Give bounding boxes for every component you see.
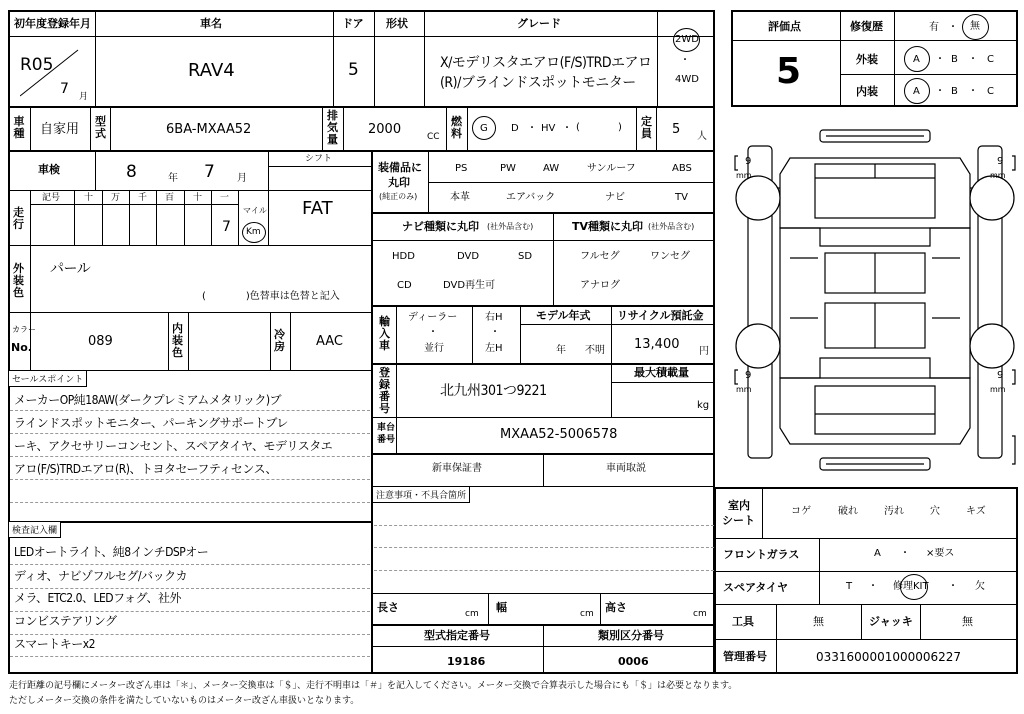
model-label: 型式 xyxy=(95,115,106,140)
grade-line-2: (R)/ブラインドスポットモニター xyxy=(440,75,636,91)
ext-color-value: パール xyxy=(50,261,91,277)
windshield-label: フロントガラス xyxy=(723,548,800,561)
repair-sep: ・ xyxy=(948,22,958,33)
tv-analog: アナログ xyxy=(580,280,620,291)
nav-dvd-play: DVD再生可 xyxy=(443,280,496,291)
width-cm: cm xyxy=(580,609,594,619)
tool-label: 工具 xyxy=(732,615,754,628)
color-no-label-2: No. xyxy=(11,341,32,354)
nav-hdd: HDD xyxy=(392,251,415,262)
fuel-other-close: ) xyxy=(618,122,622,133)
model-year-unknown: 不明 xyxy=(585,345,605,356)
jack-value: 無 xyxy=(962,615,973,628)
color-no-label-1: カラー xyxy=(12,325,36,334)
mileage-digit-hyaku: 百 xyxy=(165,193,175,203)
ac-value: AAC xyxy=(316,334,343,349)
nav-dvd: DVD xyxy=(457,251,480,262)
import-right-h: 右H xyxy=(485,312,503,323)
nav-type-note: (社外品含む) xyxy=(487,222,534,231)
spare-tire-label: スペアタイヤ xyxy=(723,581,789,594)
nav-type-title: ナビ種類に丸印 xyxy=(402,220,479,233)
car-name-value: RAV4 xyxy=(188,60,235,81)
mile-label: マイル xyxy=(243,206,267,215)
equip-label-1: 装備品に xyxy=(378,161,422,174)
notes-line-3: メラ、ETC2.0、LEDフォグ、社外 xyxy=(14,591,182,605)
ext-color-label: 外装色 xyxy=(13,262,24,299)
notes-line-2: ディオ、ナビゾフルセグ/バックカ xyxy=(14,569,188,583)
seat-label-1: 室内 xyxy=(728,499,750,512)
model-value: 6BA-MXAA52 xyxy=(166,122,252,137)
seat-tear: 破れ xyxy=(838,506,858,517)
notes-line-4: コンビステアリング xyxy=(14,614,117,628)
import-left-h: 左H xyxy=(485,343,503,354)
seat-burn: コゲ xyxy=(791,506,811,517)
displacement-label: 排気量 xyxy=(327,109,338,146)
tool-value: 無 xyxy=(813,615,824,628)
windshield-need: ×要ス xyxy=(926,548,955,559)
drive-2wd: 2WD xyxy=(675,34,699,45)
sales-points-label: セールスポイント xyxy=(9,371,87,387)
repair-yes: 有 xyxy=(929,22,939,33)
capacity-label: 定員 xyxy=(641,115,652,140)
interior-c: C xyxy=(987,86,994,97)
equip-pw: PW xyxy=(500,163,516,174)
interior-label: 内装 xyxy=(856,85,878,98)
length-label: 長さ xyxy=(377,601,399,614)
score-value: 5 xyxy=(776,51,802,92)
tire-mm-front-right: mm xyxy=(990,171,1006,180)
seat-dirt: 汚れ xyxy=(884,506,904,517)
fuel-d: D xyxy=(511,123,519,134)
int-color-label: 内装色 xyxy=(172,322,183,359)
inspection-notes-label: 検査記入欄 xyxy=(9,522,61,538)
notes-line-1: LEDオートライト、純8インチDSPオー xyxy=(14,545,209,559)
class-no-value: 0006 xyxy=(618,655,649,668)
reg-month-unit: 月 xyxy=(79,92,89,102)
import-dot-2: ・ xyxy=(490,327,500,338)
reg-year-value: R05 xyxy=(20,55,54,75)
person-unit: 人 xyxy=(697,131,707,142)
reg-year-label: 初年度登録年月 xyxy=(14,17,91,30)
tire-mm-rear-right: mm xyxy=(990,385,1006,394)
color-no-value: 089 xyxy=(88,334,113,349)
height-cm: cm xyxy=(693,609,707,619)
windshield-dot: ・ xyxy=(900,548,910,559)
type-no-label: 型式指定番号 xyxy=(424,629,490,642)
equip-leather: 本革 xyxy=(450,192,470,203)
inspection-year-unit: 年 xyxy=(168,173,178,184)
footer-note-2: ただしメーター交換の条件を満たしていないものはメーター改ざん車扱いとなります。 xyxy=(9,696,360,706)
mileage-digit-10man: 十 xyxy=(84,193,94,203)
km-label: Km xyxy=(246,227,261,237)
shift-value: FAT xyxy=(302,198,333,219)
footer-note-1: 走行距離の記号欄にメーター改ざん車は「＊」、メーター交換車は「＄」、走行不明車は「＃」を記入してください。メーター交換で合算表示した場合にも「＄」は必要となります。 xyxy=(9,681,738,691)
exterior-b: B xyxy=(951,54,958,65)
exterior-a: A xyxy=(913,54,920,65)
fuel-dot-2: ・ xyxy=(562,123,572,134)
drive-4wd: 4WD xyxy=(675,74,699,85)
displacement-value: 2000 xyxy=(368,122,402,137)
exterior-label: 外装 xyxy=(856,53,878,66)
sales-line-2: ラインドスポットモニター、パーキングサポートブレ xyxy=(14,416,288,430)
tire-depth-rear-left: 9 xyxy=(745,370,752,381)
spare-t: T xyxy=(846,581,853,592)
seat-label-2: シート xyxy=(722,514,755,527)
usage-label: 車種 xyxy=(13,115,25,140)
shift-label: シフト xyxy=(305,154,333,164)
fuel-other-open: ( xyxy=(576,122,580,133)
mileage-symbol-label: 記号 xyxy=(42,193,61,203)
height-label: 高さ xyxy=(605,601,627,614)
repair-label: 修復歴 xyxy=(850,20,883,33)
equip-label-2: 丸印 xyxy=(388,176,410,189)
notes-label: 注意事項・不具合箇所 xyxy=(373,487,470,503)
max-load-kg: kg xyxy=(697,400,710,411)
equip-airbag: エアバック xyxy=(506,192,556,203)
interior-b: B xyxy=(951,86,958,97)
recycle-label: リサイクル預託金 xyxy=(617,309,704,322)
width-label: 幅 xyxy=(496,601,507,614)
tire-depth-front-left: 9 xyxy=(745,156,752,167)
reg-number-label: 登録番号 xyxy=(379,366,390,415)
spare-kit: 修理KIT xyxy=(893,581,929,592)
tv-type-title: TV種類に丸印 xyxy=(572,220,644,233)
fuel-hv: HV xyxy=(541,123,556,134)
grade-line-1: X/モデリスタエアロ(F/S)TRDエアロ xyxy=(440,55,652,71)
car-name-label: 車名 xyxy=(200,17,222,30)
mgmt-value: 0331600001000006227 xyxy=(816,650,962,664)
import-dealer: ディーラー xyxy=(408,312,458,323)
drive-sep: ・ xyxy=(680,55,690,66)
max-load-label: 最大積載量 xyxy=(634,366,689,379)
color-change-note: ( )色替車は色替と記入 xyxy=(202,291,340,302)
tv-type-note: (社外品含む) xyxy=(648,222,695,231)
mileage-label: 走行 xyxy=(13,206,24,231)
sales-line-4: アロ(F/S)TRDエアロ(R)、トヨタセーフティセンス、 xyxy=(14,462,277,476)
equip-navi: ナビ xyxy=(605,192,625,203)
door-label: ドア xyxy=(342,17,364,30)
reg-number-value: 北九州301つ9221 xyxy=(440,383,547,399)
length-cm: cm xyxy=(465,609,479,619)
spare-dot-2: ・ xyxy=(948,581,958,592)
sales-line-3: ーキ、アクセサリーコンセント、スペアタイヤ、モデリスタエ xyxy=(14,439,333,453)
seat-scratch: キズ xyxy=(966,506,986,517)
nav-cd: CD xyxy=(397,280,412,291)
type-no-value: 19186 xyxy=(447,655,486,668)
tv-fullseg: フルセグ xyxy=(580,251,620,262)
repair-no: 無 xyxy=(970,21,980,32)
class-no-label: 類別区分番号 xyxy=(598,629,664,642)
equip-ps: PS xyxy=(455,163,468,174)
equip-aw: AW xyxy=(543,163,560,174)
nav-sd: SD xyxy=(518,251,533,262)
reg-month-value: 7 xyxy=(60,81,69,97)
equip-tv: TV xyxy=(675,192,688,203)
mgmt-label: 管理番号 xyxy=(723,650,767,663)
exterior-dot-2: ・ xyxy=(968,54,978,65)
cc-unit: CC xyxy=(427,132,440,142)
tv-oneseg: ワンセグ xyxy=(650,251,690,262)
interior-a: A xyxy=(913,86,920,97)
import-label: 輸入車 xyxy=(379,315,390,352)
import-dot-1: ・ xyxy=(428,327,438,338)
inspection-year: 8 xyxy=(126,162,137,182)
door-value: 5 xyxy=(348,60,359,80)
usage-value: 自家用 xyxy=(40,122,80,137)
mileage-digit-sen: 千 xyxy=(138,193,148,203)
tire-depth-rear-right: 9 xyxy=(997,370,1004,381)
warranty-label: 新車保証書 xyxy=(432,463,482,474)
grade-label: グレード xyxy=(517,17,561,30)
tire-depth-front-right: 9 xyxy=(997,156,1004,167)
model-year-unit: 年 xyxy=(556,345,566,356)
interior-dot-1: ・ xyxy=(935,86,945,97)
mileage-digit-ichi: 一 xyxy=(220,193,230,203)
shape-label: 形状 xyxy=(386,17,408,30)
interior-dot-2: ・ xyxy=(968,86,978,97)
inspection-label: 車検 xyxy=(38,163,60,176)
sales-line-1: メーカーOP純18AW(ダークプレミアムメタリック)ブ xyxy=(14,393,282,407)
inspection-month: 7 xyxy=(204,162,215,182)
fuel-dot-1: ・ xyxy=(527,123,537,134)
inspection-month-unit: 月 xyxy=(237,173,247,184)
reg-date-slash xyxy=(20,48,80,98)
jack-label: ジャッキ xyxy=(869,615,913,628)
mileage-digit-juu: 十 xyxy=(193,193,203,203)
chassis-label-2: 番号 xyxy=(377,435,396,445)
car-damage-diagram xyxy=(730,118,1020,488)
chassis-label-1: 車台 xyxy=(377,423,396,433)
equip-abs: ABS xyxy=(672,163,692,174)
windshield-a: A xyxy=(874,548,881,559)
seat-hole: 穴 xyxy=(930,506,940,517)
fuel-label: 燃料 xyxy=(451,115,462,140)
manual-label: 車両取説 xyxy=(606,463,646,474)
equip-label-3: (純正のみ) xyxy=(379,192,418,201)
chassis-value: MXAA52-5006578 xyxy=(500,427,618,442)
ac-label: 冷房 xyxy=(274,328,285,353)
recycle-value: 13,400 xyxy=(634,337,680,352)
tire-mm-front-left: mm xyxy=(736,171,752,180)
fuel-g: G xyxy=(480,123,488,134)
spare-dot-1: ・ xyxy=(868,581,878,592)
tire-mm-rear-left: mm xyxy=(736,385,752,394)
exterior-dot-1: ・ xyxy=(935,54,945,65)
spare-none: 欠 xyxy=(975,581,985,592)
exterior-c: C xyxy=(987,54,994,65)
equip-sunroof: サンルーフ xyxy=(587,163,636,174)
import-parallel: 並行 xyxy=(424,343,444,354)
capacity-value: 5 xyxy=(672,122,681,137)
score-label: 評価点 xyxy=(768,20,801,33)
notes-line-5: スマートキーx2 xyxy=(14,637,96,651)
recycle-yen: 円 xyxy=(699,346,709,357)
mileage-digit-man: 万 xyxy=(111,193,121,203)
model-year-label: モデル年式 xyxy=(536,309,591,322)
mileage-value: 7 xyxy=(222,219,231,235)
